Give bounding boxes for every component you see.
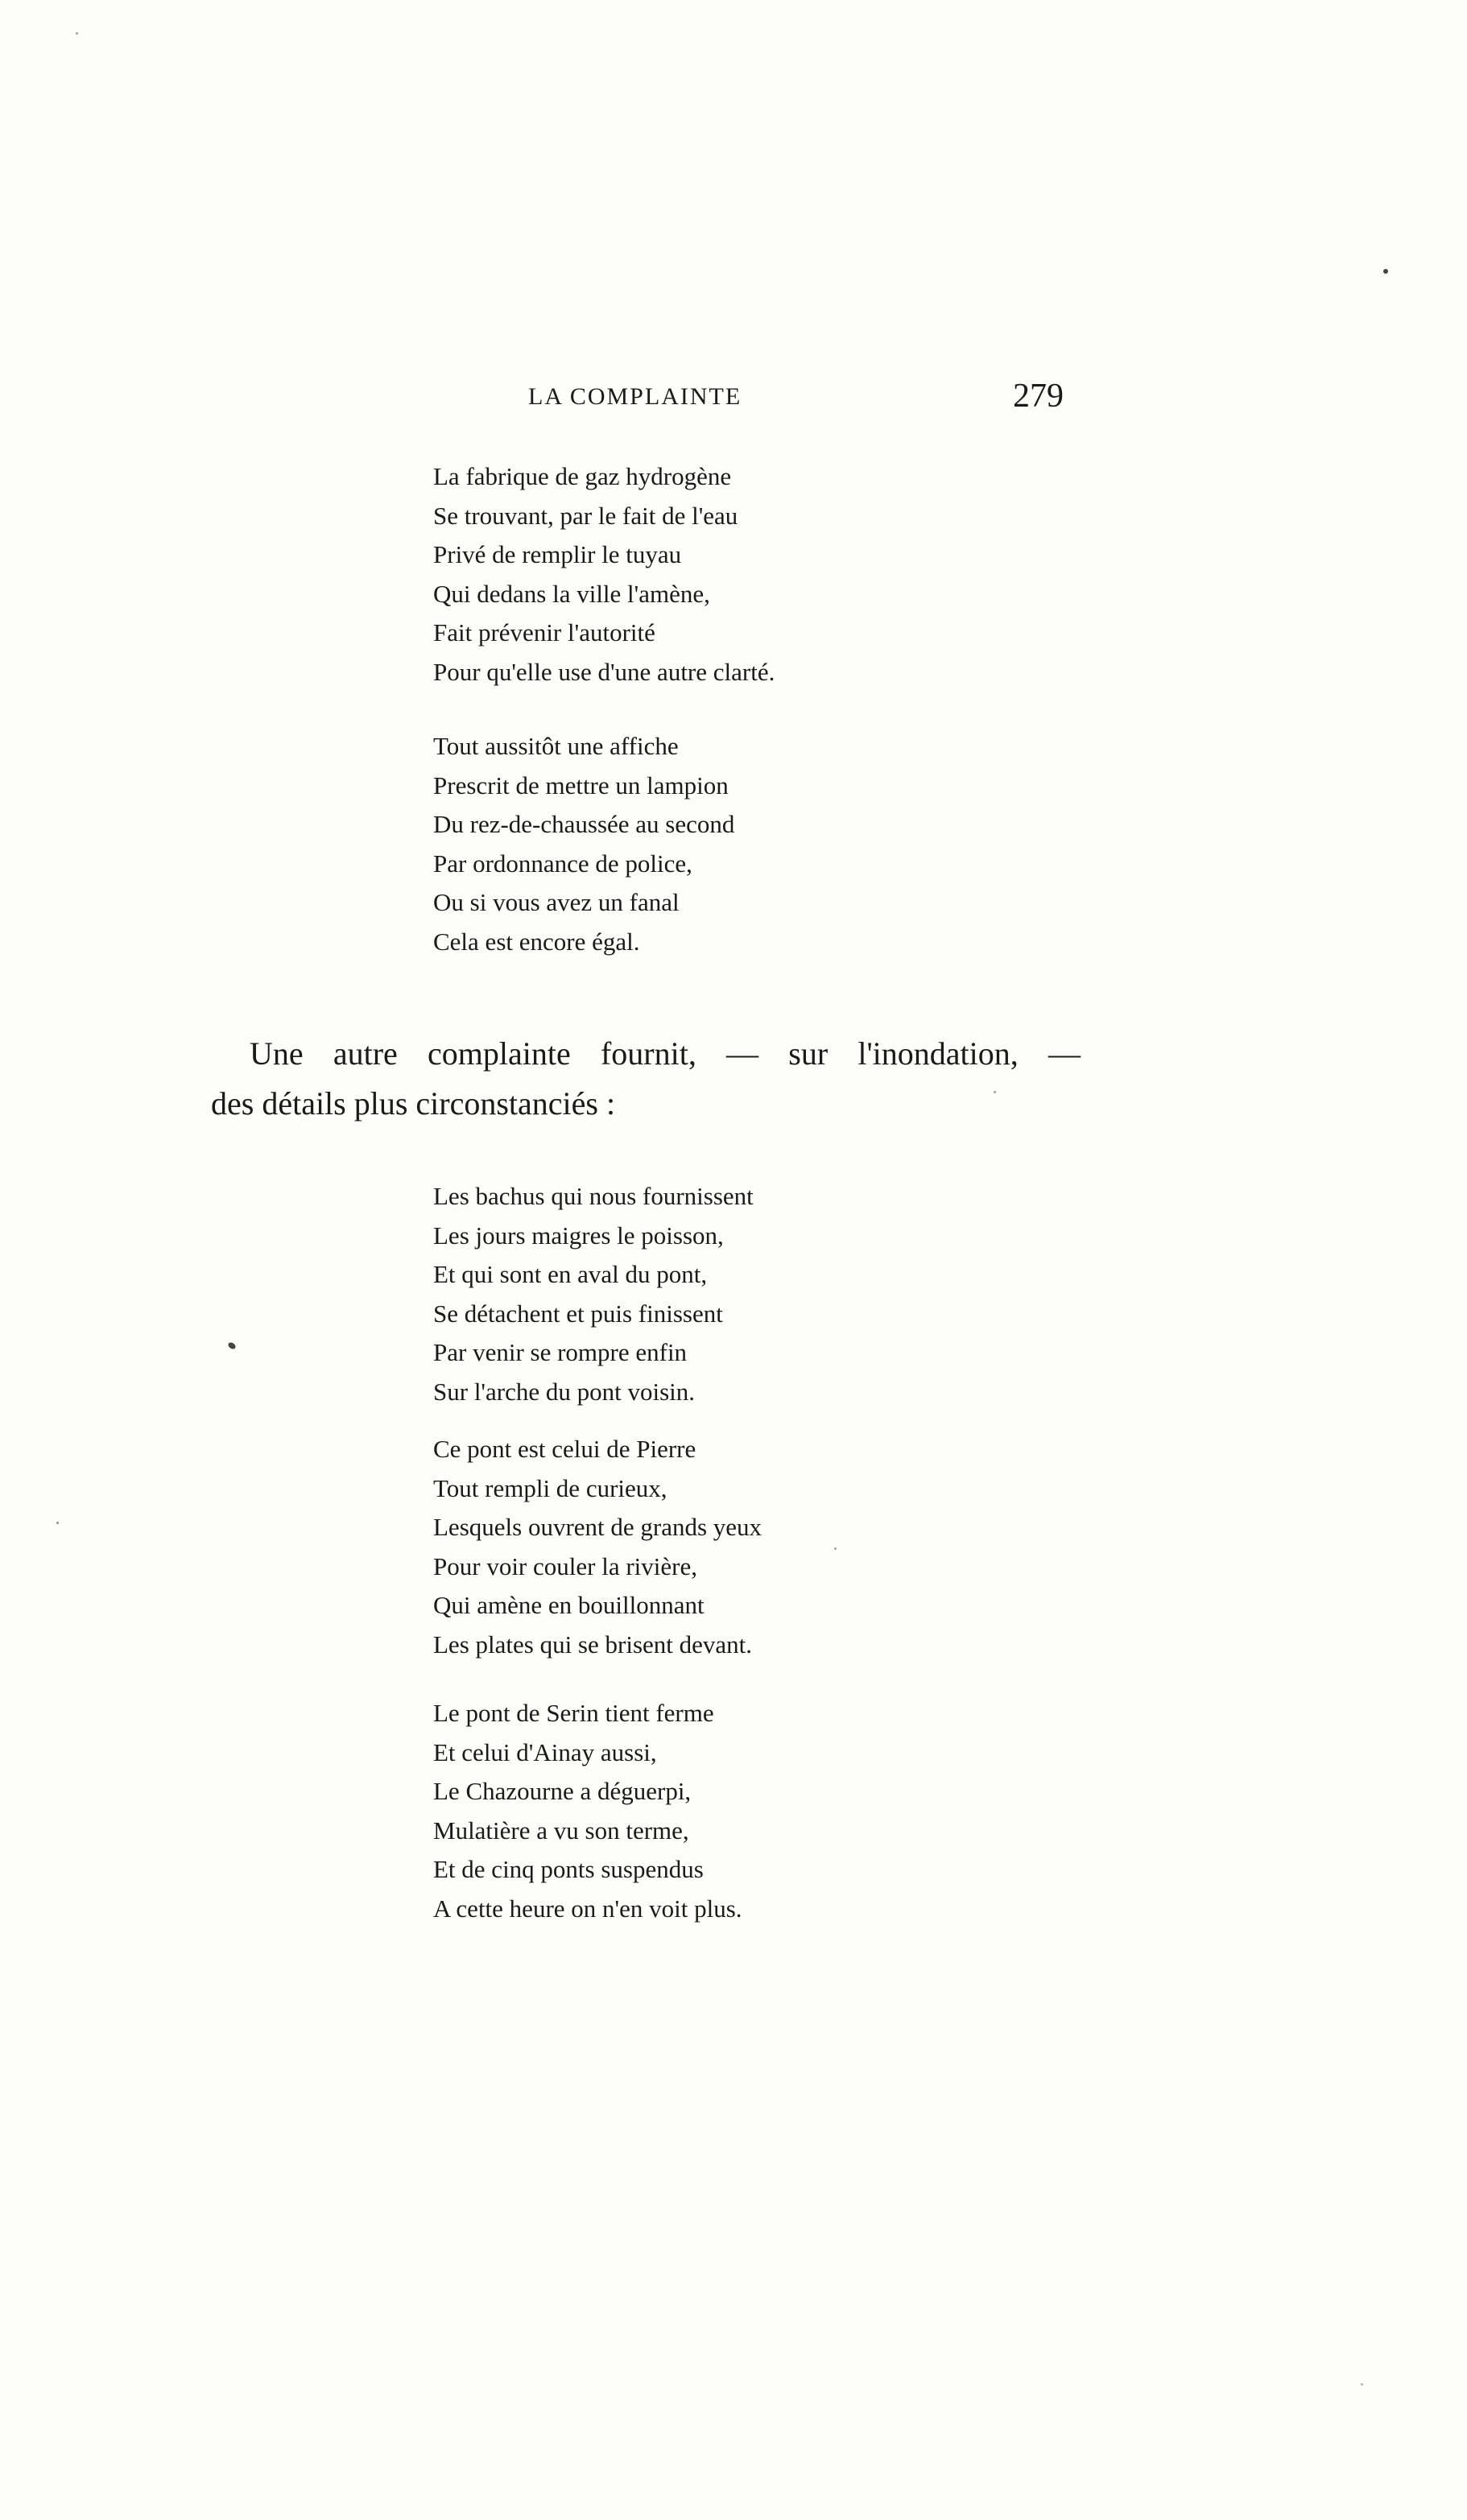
verse-line: Du rez-de-chaussée au second — [433, 810, 735, 838]
scan-speck — [994, 1091, 996, 1093]
verse-line: Se trouvant, par le fait de l'eau — [433, 501, 738, 530]
scan-speck — [227, 1341, 237, 1350]
verse-line: Les jours maigres le poisson, — [433, 1221, 724, 1250]
scan-speck — [1383, 269, 1388, 274]
scan-speck — [76, 32, 78, 35]
verse-line: Le pont de Serin tient ferme — [433, 1699, 714, 1727]
verse-line: Et celui d'Ainay aussi, — [433, 1737, 657, 1766]
verse-line: Tout aussitôt une affiche — [433, 732, 679, 760]
verse-line: Ou si vous avez un fanal — [433, 888, 680, 916]
verse-line: Qui amène en bouillonnant — [433, 1591, 705, 1619]
scan-speck — [834, 1547, 837, 1550]
stanza — [433, 1430, 762, 1664]
prose-line: des détails plus circonstanciés : — [211, 1085, 616, 1122]
scan-speck — [1361, 2383, 1363, 2386]
verse-line: Prescrit de mettre un lampion — [433, 770, 729, 799]
verse-line: Fait prévenir l'autorité — [433, 618, 655, 647]
verse-line: Les plates qui se brisent devant. — [433, 1630, 753, 1659]
verse-line: Privé de remplir le tuyau — [433, 540, 682, 568]
verse-line: Lesquels ouvrent de grands yeux — [433, 1513, 762, 1541]
verse-line: Les bachus qui nous fournissent — [433, 1182, 754, 1210]
stanza — [433, 727, 734, 961]
verse-line: Ce pont est celui de Pierre — [433, 1435, 696, 1463]
prose-paragraph — [211, 1029, 1081, 1129]
verse-line: Qui dedans la ville l'amène, — [433, 579, 710, 608]
verse-line: Tout rempli de curieux, — [433, 1473, 667, 1502]
running-title: LA COMPLAINTE — [528, 383, 742, 410]
verse-line: Se détachent et puis finissent — [433, 1299, 723, 1328]
verse-line: La fabrique de gaz hydrogène — [433, 462, 732, 490]
verse-line: Le Chazourne a déguerpi, — [433, 1777, 692, 1805]
verse-line: Par venir se rompre enfin — [433, 1338, 688, 1366]
verse-line: Sur l'arche du pont voisin. — [433, 1377, 696, 1406]
verse-line: Et de cinq ponts suspendus — [433, 1855, 704, 1883]
verse-line: A cette heure on n'en voit plus. — [433, 1894, 742, 1923]
stanza — [433, 457, 775, 692]
verse-line: Cela est encore égal. — [433, 927, 640, 956]
prose-line: Une autre complainte fournit, — sur l'inondation, — — [250, 1035, 1081, 1072]
verse-line: Pour qu'elle use d'une autre clarté. — [433, 657, 775, 686]
page-number: 279 — [1013, 378, 1064, 415]
verse-line: Mulatière a vu son terme, — [433, 1816, 689, 1845]
stanza — [433, 1177, 754, 1411]
verse-line: Et qui sont en aval du pont, — [433, 1260, 708, 1288]
verse-line: Pour voir couler la rivière, — [433, 1551, 697, 1580]
verse-line: Par ordonnance de police, — [433, 849, 692, 878]
stanza — [433, 1694, 742, 1928]
scan-speck — [56, 1522, 59, 1524]
